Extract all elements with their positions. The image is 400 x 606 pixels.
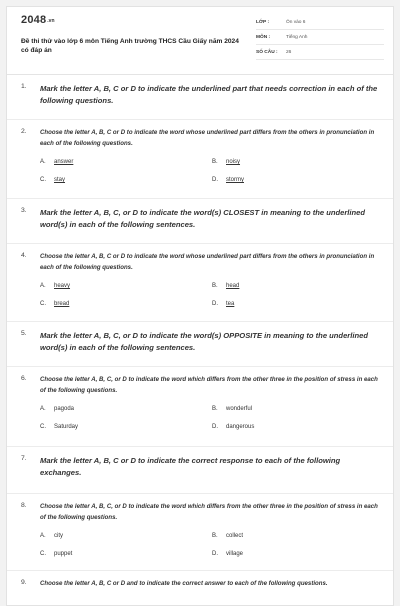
question-number: 3.	[21, 207, 27, 214]
option-letter: C.	[40, 424, 46, 430]
question-item	[7, 367, 393, 447]
answer-option-d[interactable]	[212, 295, 384, 313]
answer-options	[40, 400, 379, 436]
meta-value: 26	[286, 49, 292, 55]
answer-options	[40, 277, 379, 313]
option-letter: B.	[212, 159, 218, 165]
question-instruction: Choose the letter A, B, C or D and to indicate the correct answer to each of the following questions.	[40, 580, 328, 587]
site-logo[interactable]	[21, 14, 55, 26]
meta-row-class	[256, 15, 384, 30]
answer-options	[40, 153, 379, 189]
question-instruction: Mark the letter A, B, C or D to indicate the correct response to each of the following exchanges.	[40, 456, 341, 477]
option-word: heavy	[54, 283, 71, 289]
option-word: city	[54, 533, 63, 539]
answer-option-c[interactable]	[40, 295, 212, 313]
option-letter: B.	[212, 533, 218, 539]
option-word: collect	[226, 533, 244, 539]
meta-value: Ôn vào 6	[286, 19, 306, 25]
question-number: 7.	[21, 455, 27, 462]
option-word: wonderful	[226, 406, 253, 412]
document-title: Đề thi thử vào lớp 6 môn Tiếng Anh trường THCS Cầu Giấy năm 2024 có đáp án	[21, 38, 239, 54]
answer-option-d[interactable]	[212, 418, 384, 436]
option-letter: C.	[40, 301, 46, 307]
question-instruction: Choose the letter A, B, C or D to indicate the word whose underlined part differs from the others in pronunciation in each of the following questions.	[40, 129, 375, 147]
option-letter: C.	[40, 551, 46, 557]
meta-row-count	[256, 45, 384, 60]
worksheet-page	[6, 6, 394, 606]
document-meta	[256, 15, 384, 60]
option-letter: A.	[40, 406, 46, 412]
meta-label: LỚP :	[256, 19, 270, 25]
question-item	[7, 494, 393, 571]
option-word: stormy	[226, 177, 244, 183]
question-number: 1.	[21, 83, 27, 90]
option-letter: B.	[212, 406, 218, 412]
answer-option-a[interactable]	[40, 527, 212, 545]
question-instruction: Mark the letter A, B, C or D to indicate the underlined part that needs correction in each of the following questions.	[40, 84, 378, 105]
option-letter: A.	[40, 533, 46, 539]
question-item	[7, 322, 393, 367]
option-word: stay	[54, 177, 66, 183]
question-instruction: Choose the letter A, B, C, or D to indicate the word which differs from the other three in the position of stress in each of the following questions.	[40, 503, 378, 521]
option-letter: C.	[40, 177, 46, 183]
option-letter: D.	[212, 424, 218, 430]
meta-row-subject	[256, 30, 384, 45]
question-item	[7, 447, 393, 494]
logo-suffix-text: .vn	[47, 18, 55, 24]
question-instruction: Mark the letter A, B, C, or D to indicate the word(s) CLOSEST in meaning to the underlined word(s) in each of the following sentences.	[40, 208, 366, 229]
answer-option-c[interactable]	[40, 171, 212, 189]
question-number: 6.	[21, 375, 27, 382]
option-letter: A.	[40, 283, 46, 289]
question-number: 9.	[21, 579, 27, 586]
option-letter: D.	[212, 177, 218, 183]
logo-main-text: 2048	[21, 14, 47, 26]
question-item	[7, 571, 393, 606]
option-word: puppet	[54, 551, 73, 557]
question-item	[7, 199, 393, 244]
question-number: 2.	[21, 128, 27, 135]
answer-option-b[interactable]	[212, 400, 384, 418]
answer-option-c[interactable]	[40, 545, 212, 563]
question-instruction: Choose the letter A, B, C, or D to indicate the word which differs from the other three in the position of stress in each of the following questions.	[40, 376, 378, 394]
document-header	[7, 7, 393, 75]
answer-option-d[interactable]	[212, 171, 384, 189]
answer-option-a[interactable]	[40, 153, 212, 171]
answer-option-a[interactable]	[40, 400, 212, 418]
option-word: noisy	[226, 159, 241, 165]
question-list	[7, 75, 393, 606]
option-word: pagoda	[54, 406, 75, 412]
option-word: bread	[54, 301, 70, 307]
answer-option-c[interactable]	[40, 418, 212, 436]
option-word: dangerous	[226, 424, 255, 430]
answer-option-b[interactable]	[212, 527, 384, 545]
question-number: 5.	[21, 330, 27, 337]
option-letter: A.	[40, 159, 46, 165]
meta-label: SỐ CÂU :	[256, 49, 278, 55]
question-instruction: Choose the letter A, B, C or D to indicate the word whose underlined part differs from the others in pronunciation in each of the following questions.	[40, 253, 375, 271]
option-letter: D.	[212, 551, 218, 557]
answer-option-a[interactable]	[40, 277, 212, 295]
option-word: village	[226, 551, 244, 557]
answer-options	[40, 527, 379, 563]
answer-option-d[interactable]	[212, 545, 384, 563]
option-word: head	[226, 283, 240, 289]
question-number: 8.	[21, 502, 27, 509]
question-item	[7, 244, 393, 322]
option-letter: D.	[212, 301, 218, 307]
option-word: Saturday	[54, 424, 79, 430]
meta-label: MÔN :	[256, 34, 271, 40]
answer-option-b[interactable]	[212, 277, 384, 295]
question-number: 4.	[21, 252, 27, 259]
question-item	[7, 120, 393, 199]
option-word: tea	[226, 301, 235, 307]
option-word: answer	[54, 159, 74, 165]
answer-option-b[interactable]	[212, 153, 384, 171]
option-letter: B.	[212, 283, 218, 289]
meta-value: Tiếng Anh	[286, 34, 308, 40]
question-instruction: Mark the letter A, B, C, or D to indicate the word(s) OPPOSITE in meaning to the underlined word(s) in each of the following sentences.	[40, 331, 368, 352]
question-item	[7, 75, 393, 120]
